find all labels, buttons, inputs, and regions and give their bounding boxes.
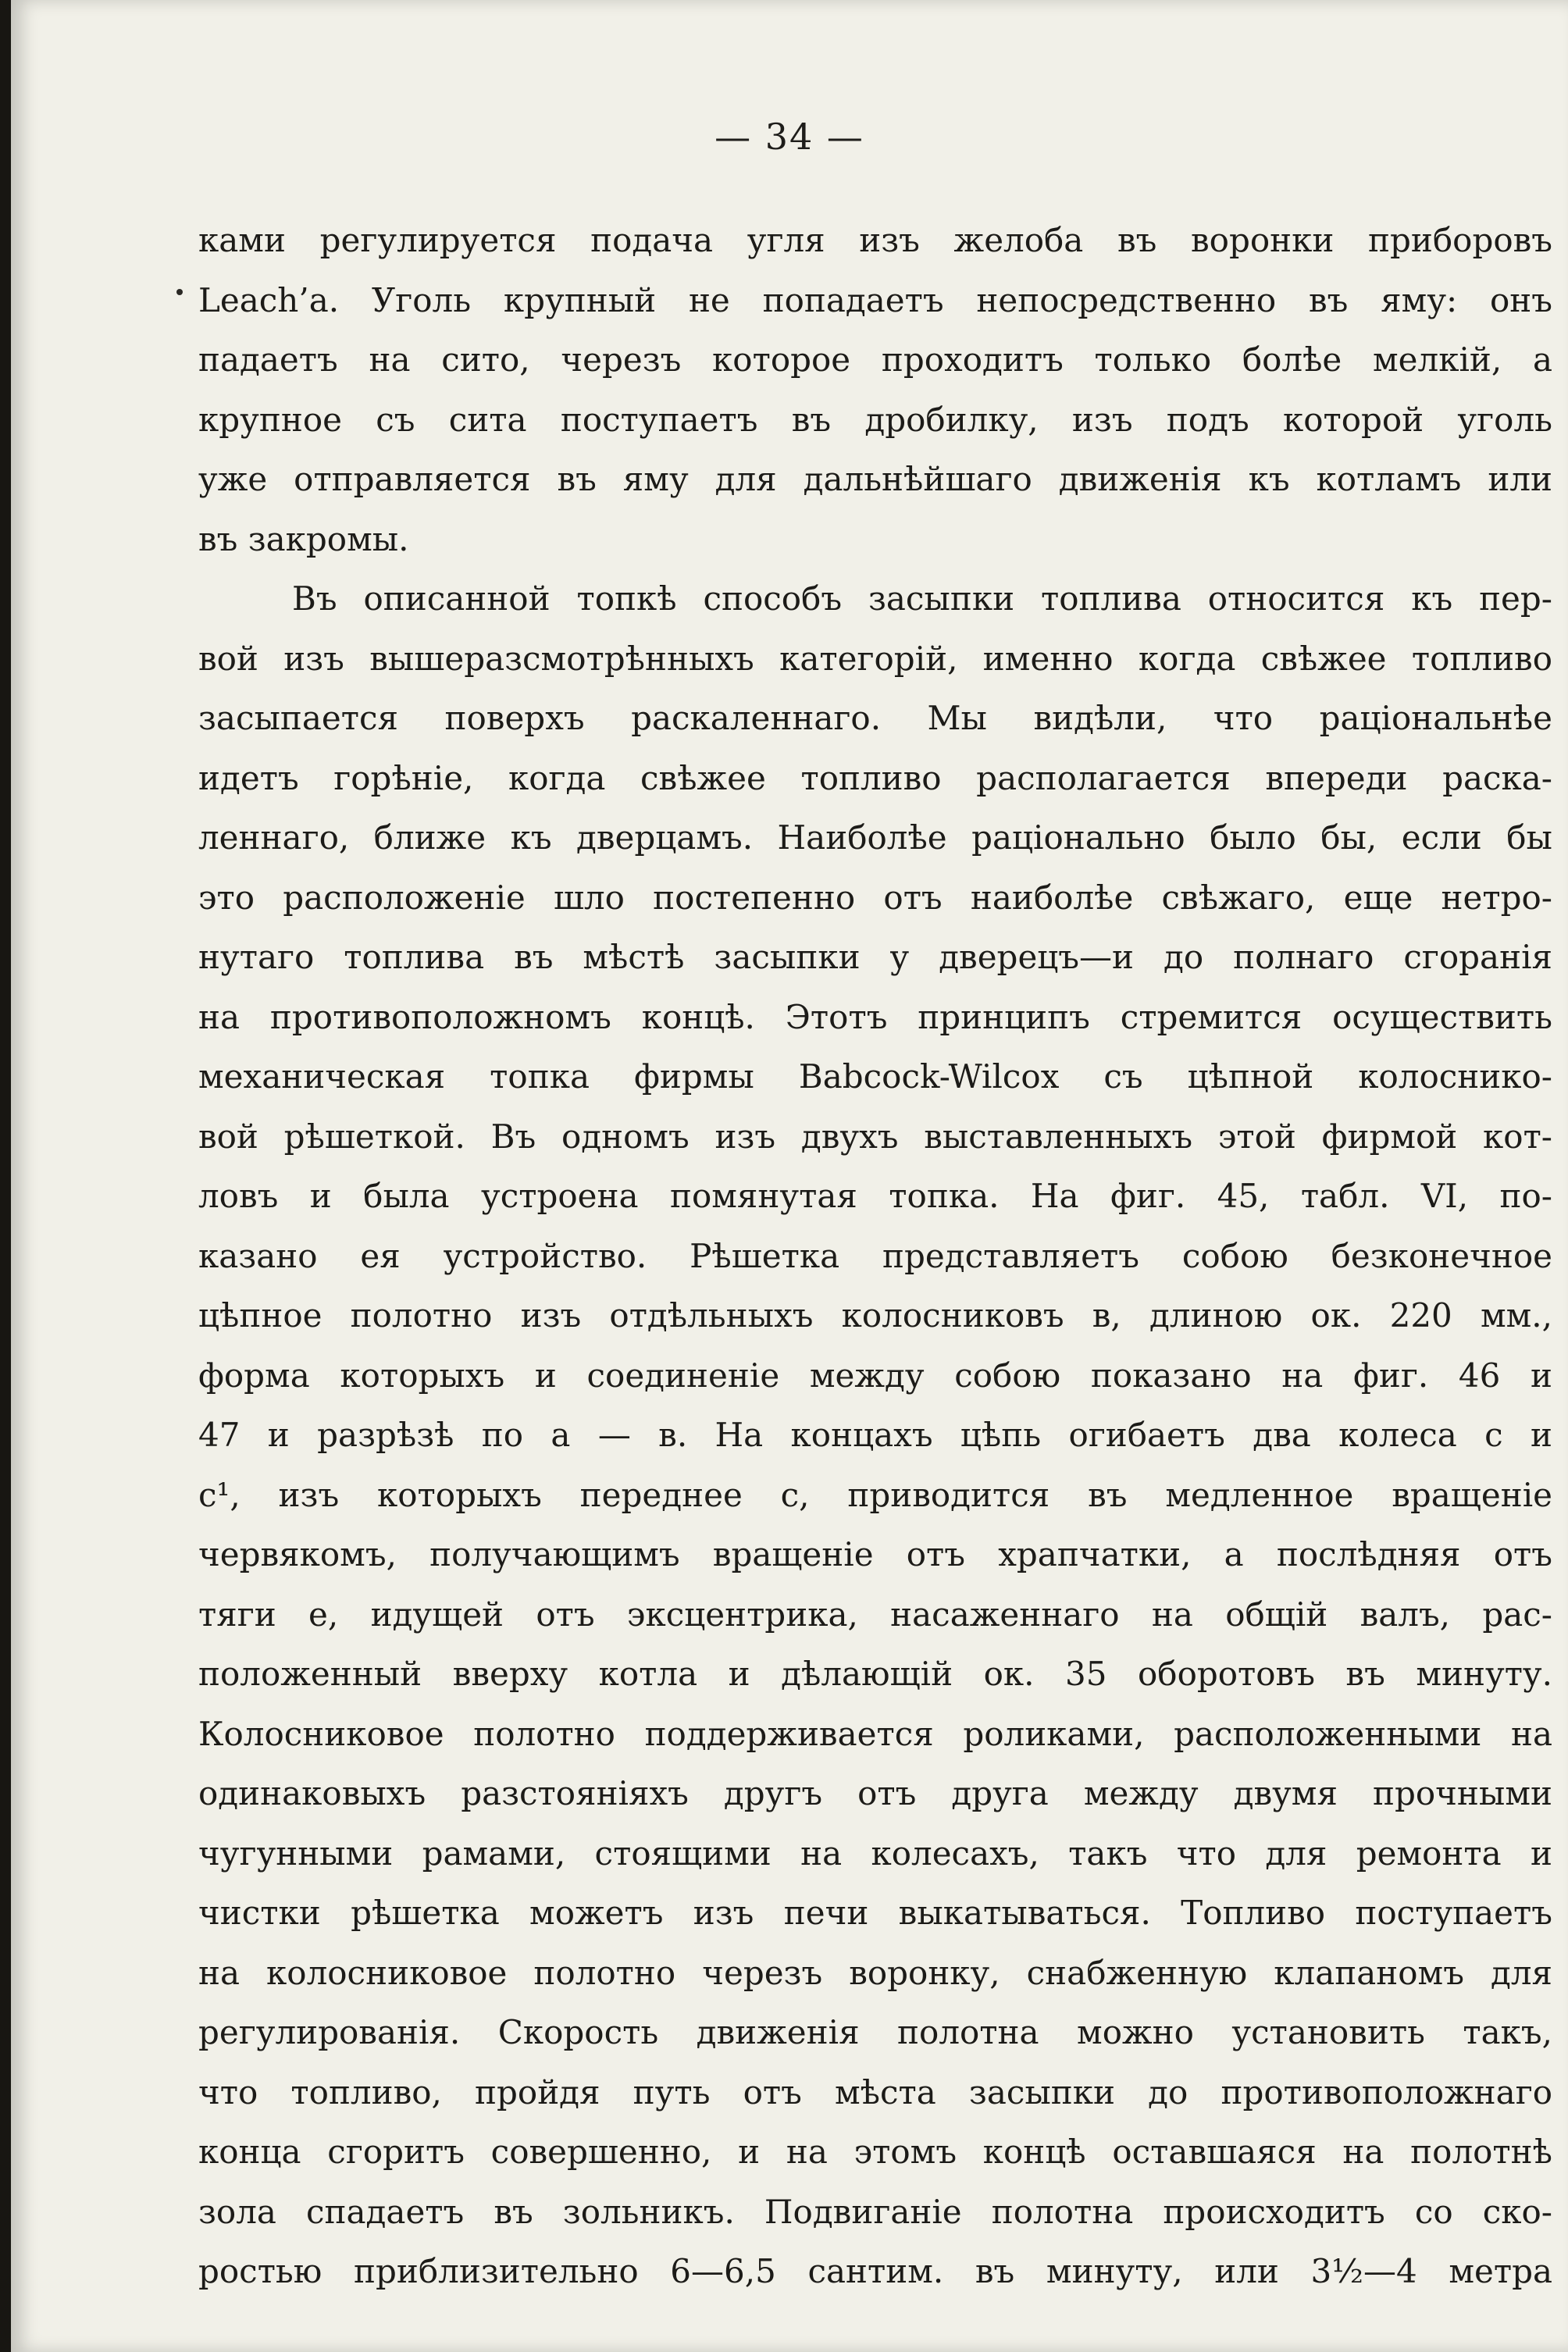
text-line: нутаго топлива въ мѣстѣ засыпки у дверецъ—и до полнаго сгоранія (198, 938, 1552, 976)
text-line: на противоположномъ концѣ. Этотъ принципъ стремится осуществить (198, 997, 1552, 1036)
body-text (198, 211, 1552, 2302)
text-line: вой изъ вышеразсмотрѣнныхъ категорій, именно когда свѣжее топливо (198, 639, 1552, 678)
text-line: на колосниковое полотно черезъ воронку, снабженную клапаномъ для (198, 1953, 1552, 1992)
text-line: Колосниковое полотно поддерживается роликами, расположенными на (198, 1714, 1552, 1753)
text-line: чистки рѣшетка можетъ изъ печи выкатываться. Топливо поступаетъ (198, 1894, 1552, 1932)
text-line: ловъ и была устроена помянутая топка. На фиг. 45, табл. VI, по- (198, 1177, 1552, 1215)
text-line: форма которыхъ и соединеніе между собою показано на фиг. 46 и (198, 1356, 1552, 1395)
text-line: ками регулируется подача угля изъ желоба въ воронки приборовъ (198, 221, 1552, 259)
text-line: регулированія. Скорость движенія полотна можно установить такъ, (198, 2013, 1552, 2051)
text-line: зола спадаетъ въ зольникъ. Подвиганіе полотна происходитъ со ско- (198, 2192, 1552, 2231)
margin-dot-mark (176, 289, 183, 295)
text-line: Въ описанной топкѣ способъ засыпки топлива относится къ пер- (292, 579, 1552, 618)
text-line: въ закромы. (198, 519, 409, 558)
text-line: идетъ горѣніе, когда свѣжее топливо располагается впереди раска- (198, 758, 1552, 797)
text-line: уже отправляется въ яму для дальнѣйшаго движенія къ котламъ или (198, 460, 1552, 498)
text-line: конца сгоритъ совершенно, и на этомъ концѣ оставшаяся на полотнѣ (198, 2133, 1552, 2171)
text-line: засыпается поверхъ раскаленнаго. Мы видѣли, что раціональнѣе (198, 699, 1552, 737)
text-line: одинаковыхъ разстояніяхъ другъ отъ друга между двумя прочными (198, 1774, 1552, 1812)
text-line: положенный вверху котла и дѣлающій ок. 35 оборотовъ въ минуту. (198, 1655, 1552, 1693)
text-line: леннаго, ближе къ дверцамъ. Наиболѣе раціонально было бы, если бы (198, 818, 1552, 857)
text-line: тяги е, идущей отъ эксцентрика, насаженнаго на общій валъ, рас- (198, 1595, 1552, 1634)
text-line: цѣпное полотно изъ отдѣльныхъ колосниковъ в, длиною ок. 220 мм., (198, 1296, 1552, 1335)
text-line: падаетъ на сито, черезъ которое проходитъ только болѣе мелкій, а (198, 340, 1552, 379)
text-line: 47 и разрѣзѣ по а — в. На концахъ цѣпь огибаетъ два колеса с и (198, 1416, 1552, 1454)
text-line: механическая топка фирмы Babcock-Wilcox съ цѣпной колоснико- (198, 1057, 1552, 1096)
text-line: Leach’a. Уголь крупный не попадаетъ непосредственно въ яму: онъ (198, 280, 1552, 319)
text-line: червякомъ, получающимъ вращеніе отъ храпчатки, а послѣдняя отъ (198, 1535, 1552, 1573)
text-line: казано ея устройство. Рѣшетка представляетъ собою безконечное (198, 1236, 1552, 1275)
text-line: крупное съ сита поступаетъ въ дробилку, изъ подъ которой уголь (198, 400, 1552, 439)
text-line: это расположеніе шло постепенно отъ наиболѣе свѣжаго, еще нетро- (198, 878, 1552, 917)
page-number: — 34 — (715, 116, 864, 158)
text-line: что топливо, пройдя путь отъ мѣста засыпки до противоположнаго (198, 2072, 1552, 2111)
text-line: c¹, изъ которыхъ переднее с, приводится въ медленное вращеніе (198, 1475, 1552, 1514)
text-line: ростью приблизительно 6—6,5 сантим. въ минуту, или 3½—4 метра (198, 2252, 1552, 2290)
text-line: чугунными рамами, стоящими на колесахъ, такъ что для ремонта и (198, 1833, 1552, 1873)
text-line: вой рѣшеткой. Въ одномъ изъ двухъ выставленныхъ этой фирмой кот- (198, 1117, 1552, 1156)
document-page (11, 0, 1568, 2352)
